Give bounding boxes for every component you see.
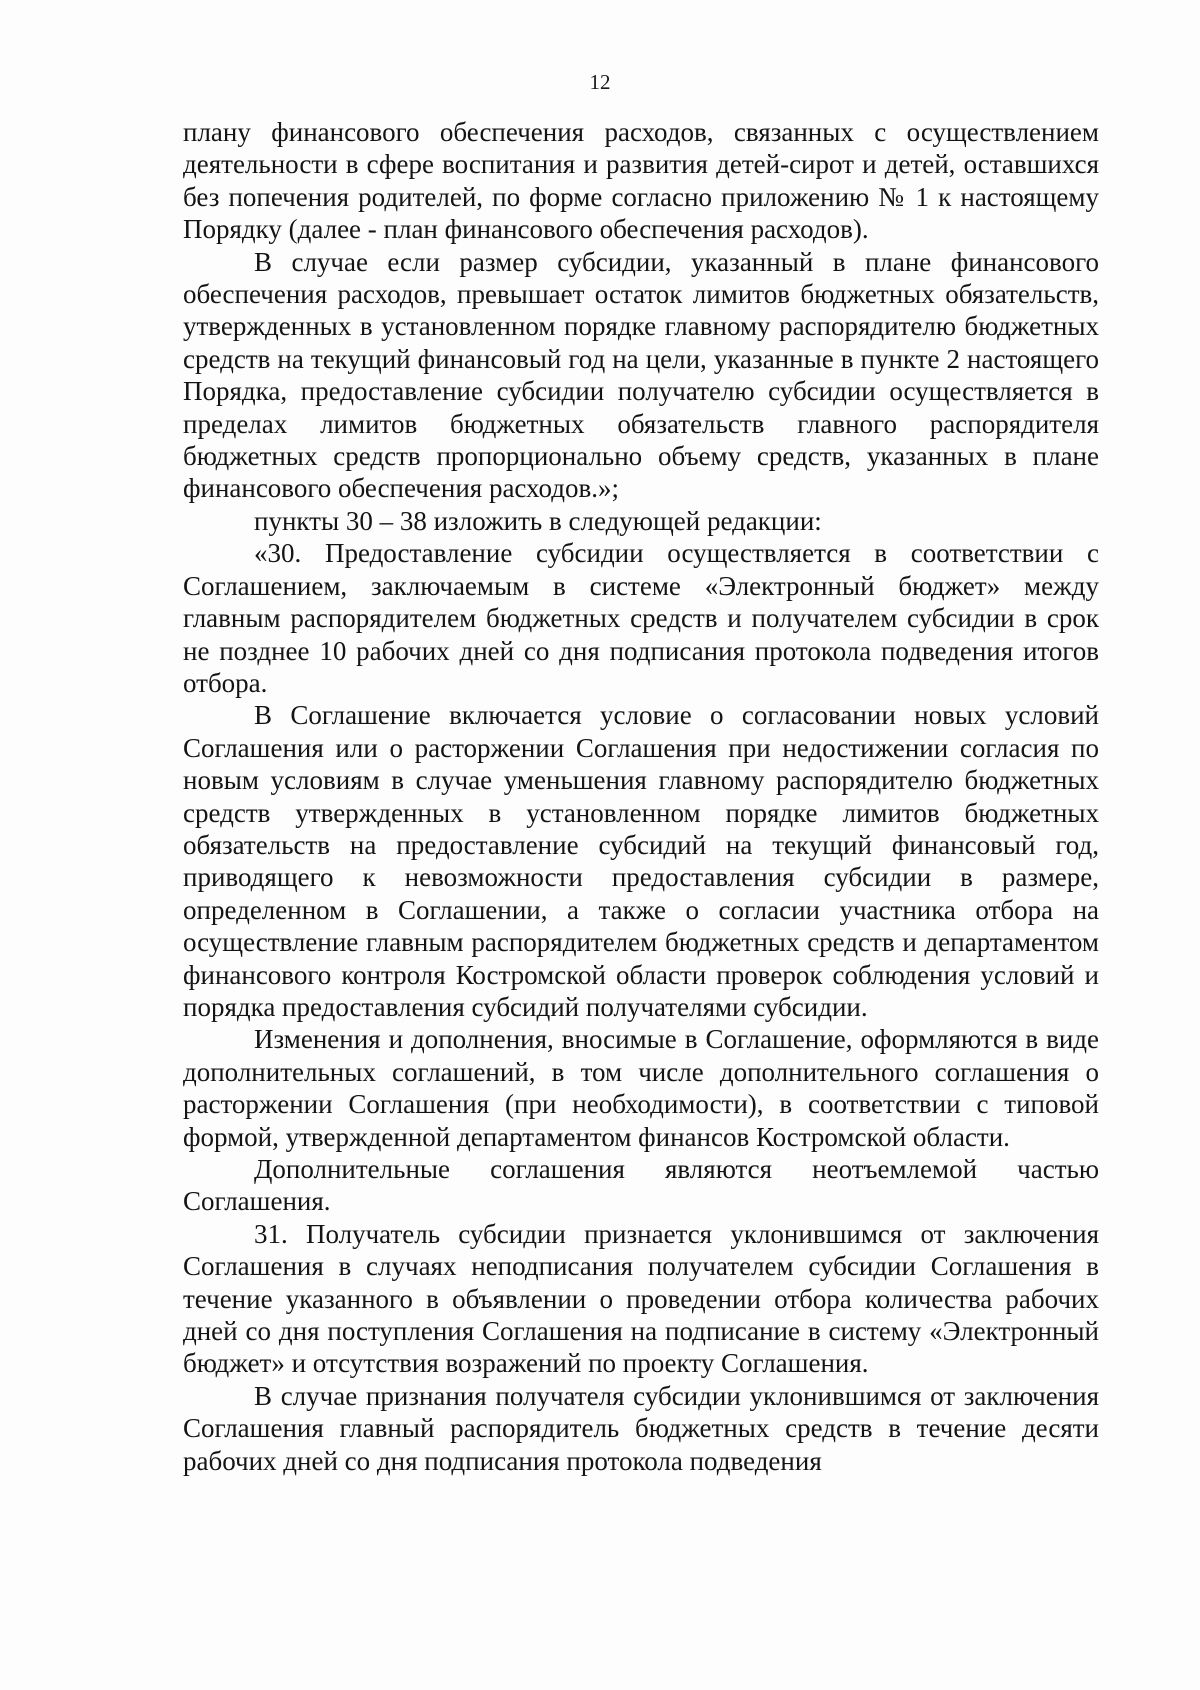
paragraph: В Соглашение включается условие о согласовании новых условий Соглашения или о расторжении Соглашения при недостижении согласия по новым условиям в случае уменьшения главному распорядителю бюджетных средств утвержденных в установленном порядке лимитов бюджетных обязательств на предоставление субсидий на текущий финансовый год, приводящего к невозможности предоставления субсидии в размере, определенном в Соглашении, а также о согласии участника отбора на осуществление главным распорядителем бюджетных средств и департаментом финансового контроля Костромской области проверок соблюдения условий и порядка предоставления субсидий получателями субсидии.: [183, 700, 1099, 1022]
page-number: 12: [589, 70, 611, 94]
paragraph: Дополнительные соглашения являются неотъемлемой частью Соглашения.: [183, 1154, 1099, 1217]
paragraph: «30. Предоставление субсидии осуществляется в соответствии с Соглашением, заключаемым в системе «Электронный бюджет» между главным распорядителем бюджетных средств и получателем субсидии в срок не позднее 10 рабочих дней со дня подписания протокола подведения итогов отбора.: [183, 538, 1099, 698]
paragraph: Изменения и дополнения, вносимые в Соглашение, оформляются в виде дополнительных соглашений, в том числе дополнительного соглашения о расторжении Соглашения (при необходимости), в соответствии с типовой формой, утвержденной департаментом финансов Костромской области.: [183, 1024, 1099, 1152]
document-body: [183, 116, 1099, 1477]
paragraph: 31. Получатель субсидии признается уклонившимся от заключения Соглашения в случаях неподписания получателем субсидии Соглашения в течение указанного в объявлении о проведении отбора количества рабочих дней со дня поступления Соглашения на подписание в систему «Электронный бюджет» и отсутствия возражений по проекту Соглашения.: [183, 1218, 1099, 1379]
paragraph: В случае признания получателя субсидии уклонившимся от заключения Соглашения главный распорядитель бюджетных средств в течение десяти рабочих дней со дня подписания протокола подведения: [183, 1380, 1099, 1476]
paragraph: плану финансового обеспечения расходов, связанных с осуществлением деятельности в сфере воспитания и развития детей-сирот и детей, оставшихся без попечения родителей, по форме согласно приложению № 1 к настоящему Порядку (далее - план финансового обеспечения расходов).: [183, 117, 1099, 245]
paragraph: пункты 30 – 38 изложить в следующей редакции:: [254, 505, 822, 536]
paragraph: В случае если размер субсидии, указанный в плане финансового обеспечения расходов, превышает остаток лимитов бюджетных обязательств, утвержденных в установленном порядке главному распорядителю бюджетных средств на текущий финансовый год на цели, указанные в пункте 2 настоящего Порядка, предоставление субсидии получателю субсидии осуществляется в пределах лимитов бюджетных обязательств главного распорядителя бюджетных средств пропорционально объему средств, указанных в плане финансового обеспечения расходов.»;: [183, 246, 1099, 504]
